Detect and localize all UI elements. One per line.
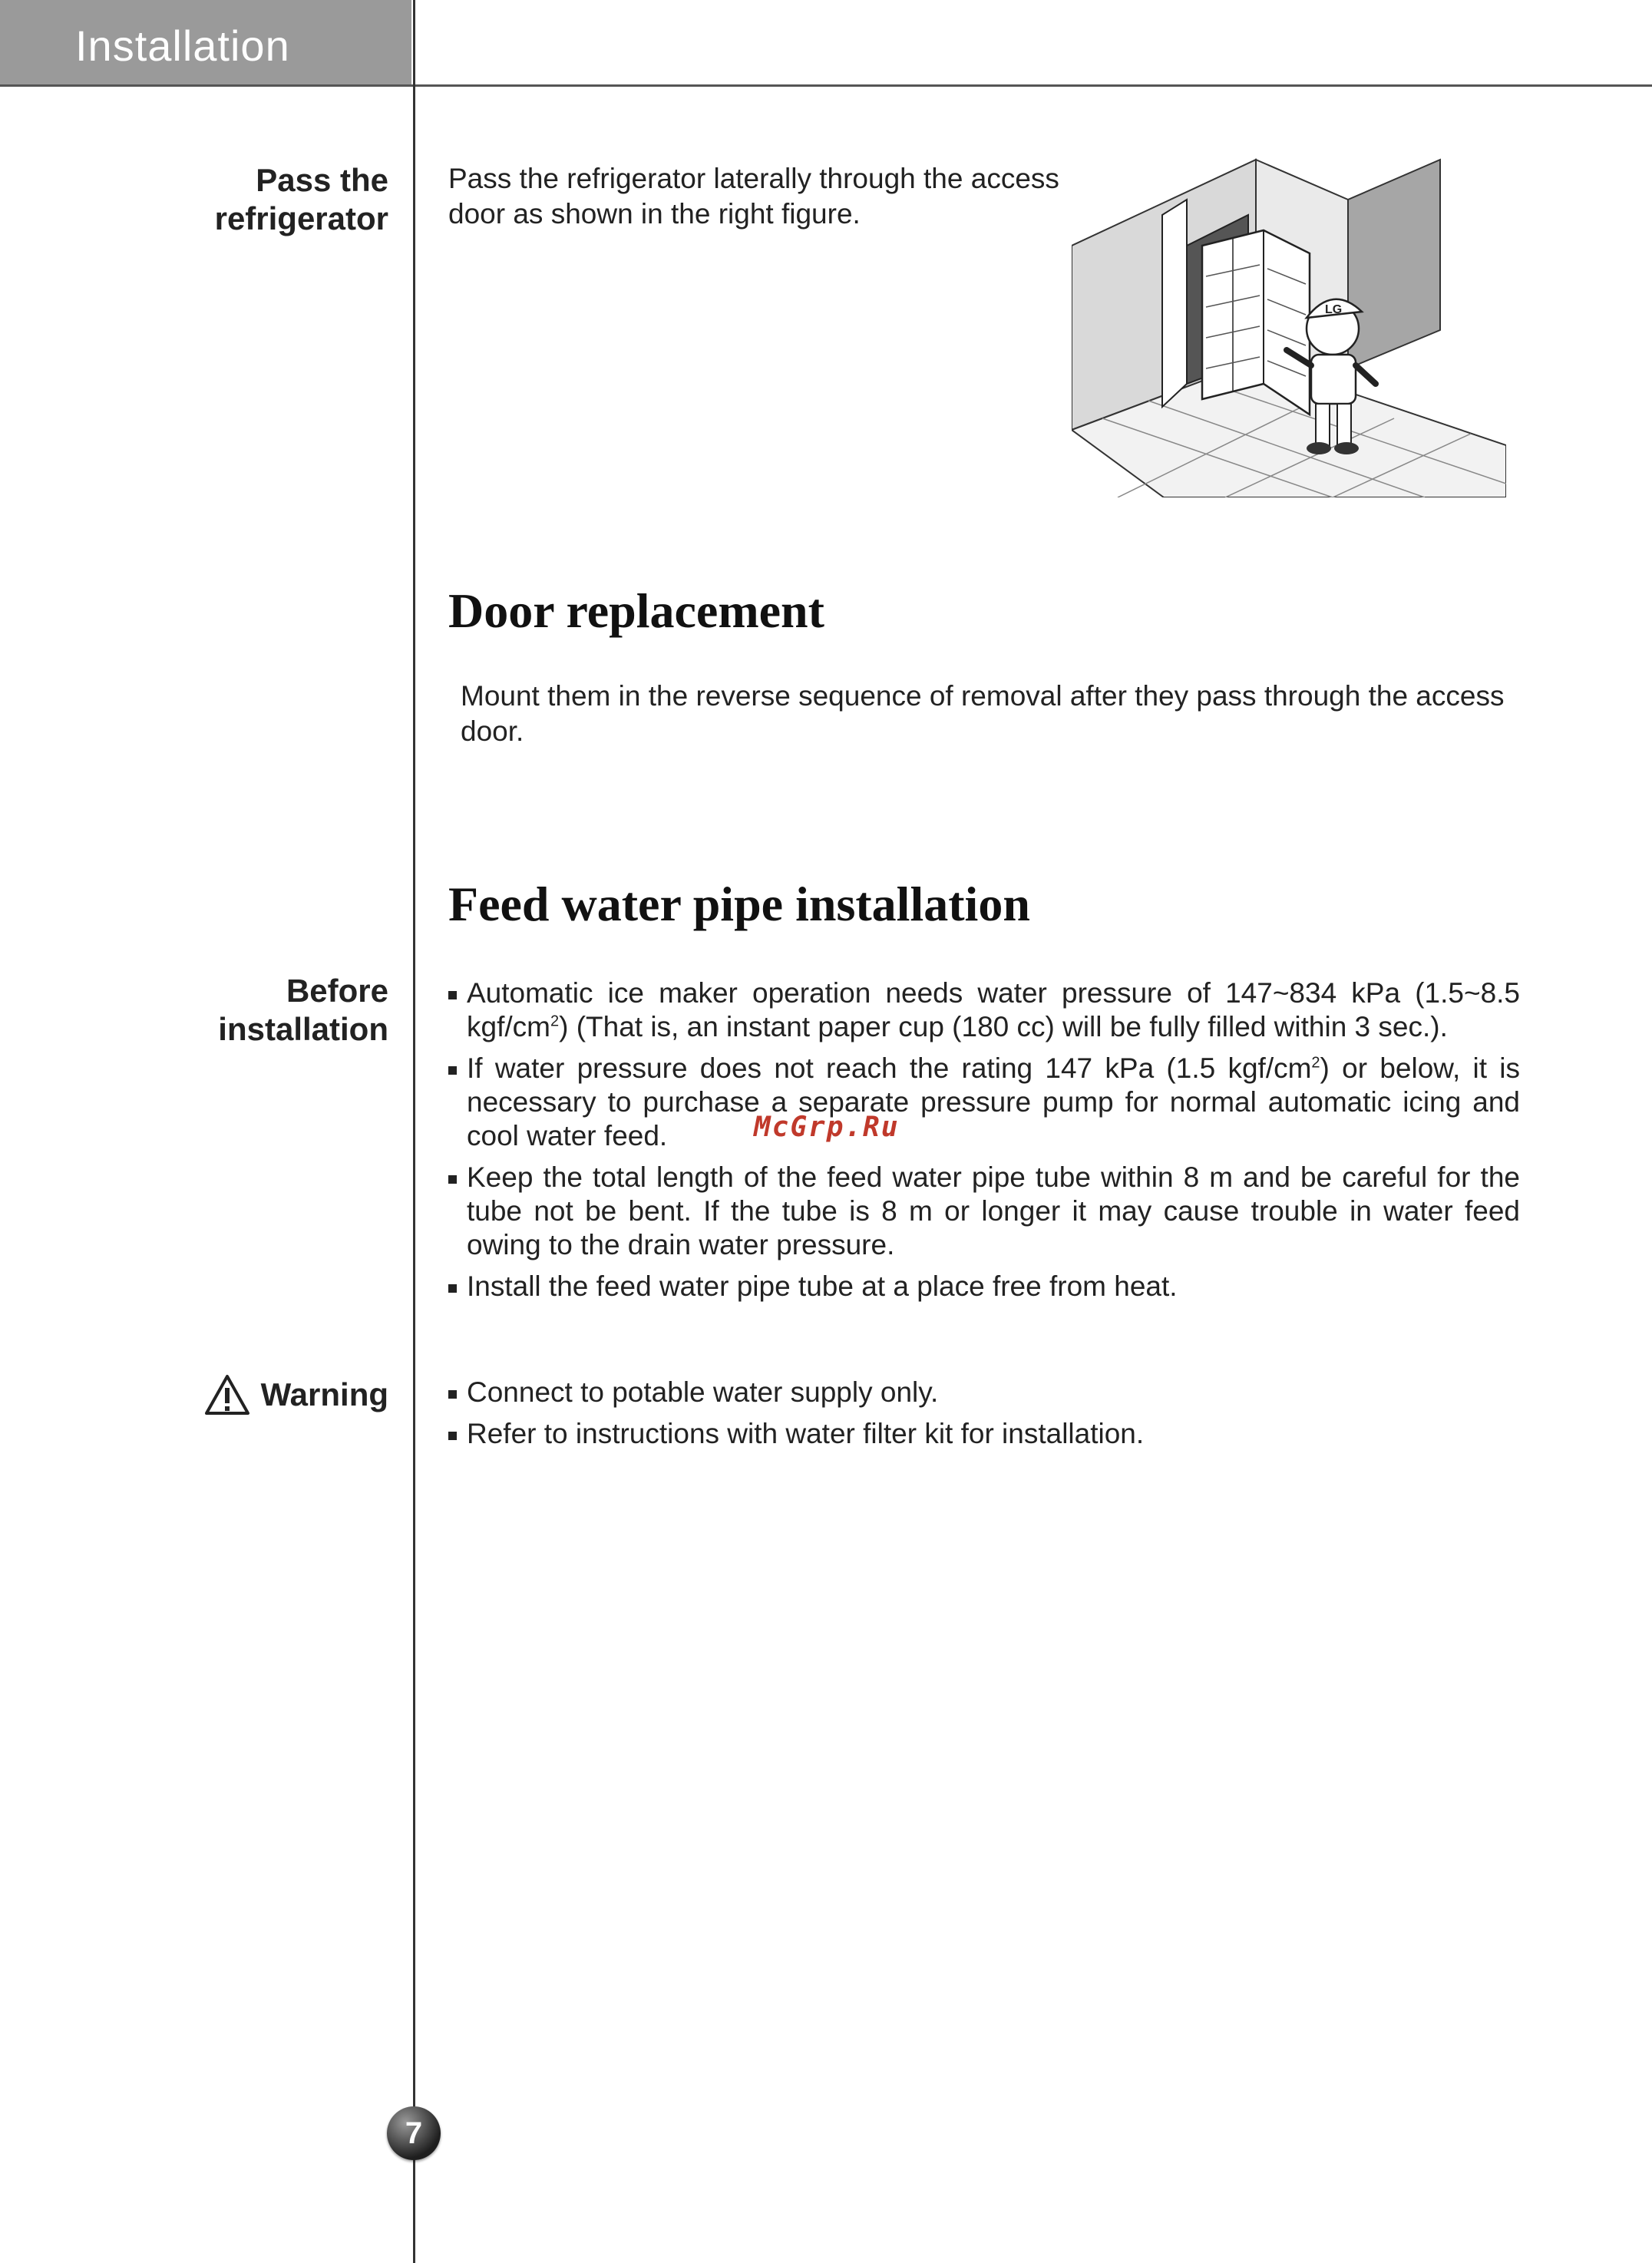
list-item [447, 1052, 1520, 1153]
label-line: Pass the [256, 162, 388, 198]
bullet-text: ) (That is, an instant paper cup (180 cc) will be fully filled within 3 sec.). [559, 1011, 1448, 1042]
bullet-text: Connect to potable water supply only. [467, 1376, 939, 1408]
bullet-text: If water pressure does not reach the rating 147 kPa (1.5 kgf/cm [467, 1052, 1312, 1084]
section-tab [0, 0, 411, 84]
door-replacement-heading: Door replacement [448, 583, 824, 638]
superscript: 2 [550, 1013, 560, 1030]
warning-text: Warning [260, 1376, 388, 1412]
pass-refrigerator-label [215, 161, 388, 238]
warning-icon [204, 1374, 250, 1416]
list-item [447, 1161, 1520, 1262]
refrigerator-pass-illustration [1072, 154, 1506, 497]
bullet-square [448, 991, 457, 999]
bullet-square [448, 1066, 457, 1075]
bullet-text: Refer to instructions with water filter kit for installation. [467, 1418, 1145, 1449]
illustration-svg [1072, 154, 1506, 497]
list-item [447, 976, 1520, 1044]
margin-divider [413, 0, 415, 2263]
pass-refrigerator-text [448, 161, 1062, 232]
feed-water-heading: Feed water pipe installation [448, 877, 1030, 931]
warning-label [204, 1374, 388, 1416]
label-line: refrigerator [214, 200, 388, 236]
list-item [447, 1270, 1520, 1303]
bullet-text: ) or below, it is necessary to purchase a separate pressure pump for normal automatic icing and cool water feed. [467, 1052, 1520, 1151]
page-number: 7 [387, 2106, 441, 2160]
label-line: Before [286, 973, 388, 1009]
section-title: Installation [75, 21, 290, 70]
list-item [447, 1417, 1520, 1451]
door-replacement-text [461, 679, 1535, 749]
bullet-square [448, 1390, 457, 1399]
watermark: McGrp.Ru [754, 1112, 900, 1143]
feed-water-bullet-list [447, 976, 1520, 1311]
list-item [447, 1376, 1520, 1409]
bullet-square [448, 1432, 457, 1440]
bullet-text: Install the feed water pipe tube at a place free from heat. [467, 1270, 1178, 1302]
warning-bullet-list [447, 1376, 1520, 1459]
bullet-text: Automatic ice maker operation needs water pressure of 147~834 kPa (1.5~8.5 kgf/cm [467, 977, 1520, 1042]
text-line: Pass the refrigerator laterally through the access [448, 163, 1059, 194]
illustration-logo: LG [1325, 303, 1343, 316]
label-line: installation [218, 1011, 388, 1047]
text-line: door. [461, 715, 524, 747]
text-line: Mount them in the reverse sequence of removal after they pass through the access [461, 680, 1505, 712]
bullet-square [448, 1284, 457, 1293]
before-installation-label [218, 972, 388, 1049]
text-line: door as shown in the right figure. [448, 198, 861, 230]
bullet-text: Keep the total length of the feed water pipe tube within 8 m and be careful for the tube not be bent. If the tube is 8 m or longer it may cause trouble in water feed owing to the drain water pressure. [467, 1161, 1520, 1260]
superscript: 2 [1311, 1054, 1320, 1072]
bullet-square [448, 1175, 457, 1184]
top-divider [0, 84, 1652, 87]
